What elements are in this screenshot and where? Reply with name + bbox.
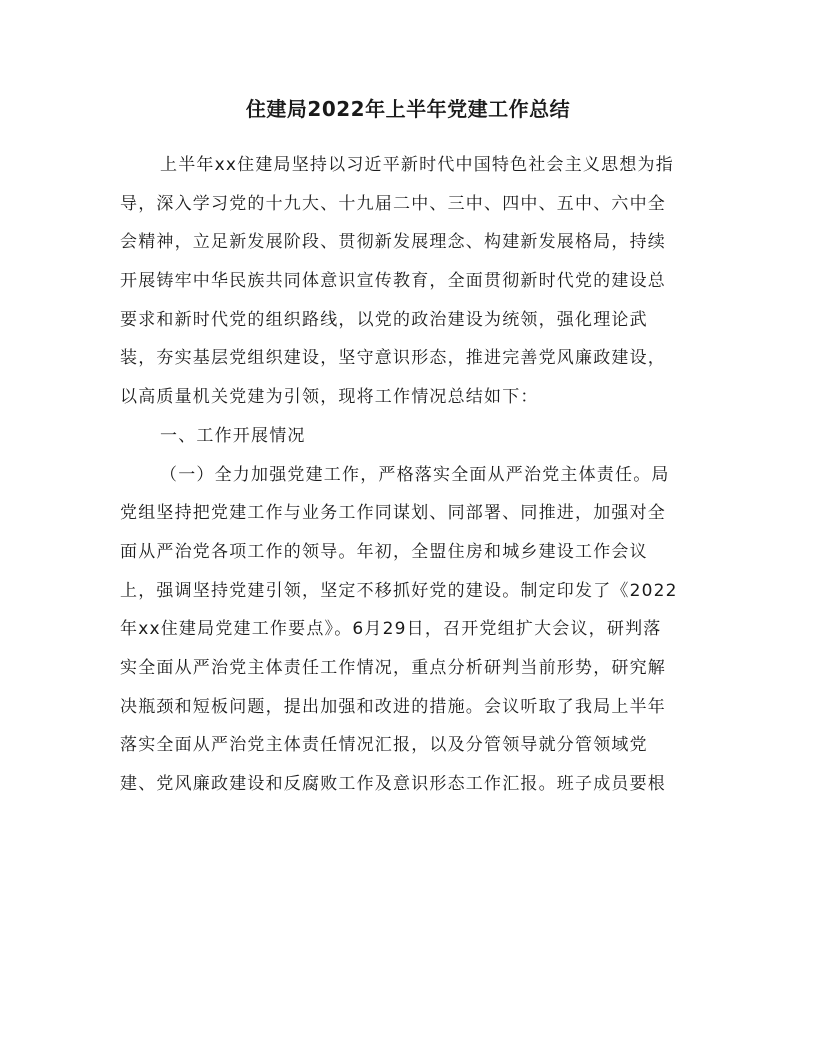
text-line: 要求和新时代党的组织路线，以党的政治建设为统领，强化理论武: [120, 309, 648, 330]
text-line: 上，强调坚持党建引领，坚定不移抓好党的建设。制定印发了《2022: [120, 580, 678, 601]
text-line: 年xx住建局党建工作要点》。6月29日，召开党组扩大会议，研判落: [120, 619, 662, 640]
text-line: 装，夯实基层党组织建设，坚守意识形态，推进完善党风廉政建设，: [120, 348, 666, 369]
document-body: [120, 146, 700, 804]
subsection-heading-line: （一）全力加强党建工作，严格落实全面从严治党主体责任。局: [160, 464, 670, 485]
document-title: 住建局2022年上半年党建工作总结: [245, 97, 571, 121]
text-line: 党组坚持把党建工作与业务工作同谋划、同部署、同推进，加强对全: [120, 503, 666, 524]
text-line: 会精神，立足新发展阶段、贯彻新发展理念、构建新发展格局，持续: [120, 232, 666, 253]
text-line: 导，深入学习党的十九大、十九届二中、三中、四中、五中、六中全: [120, 193, 666, 214]
section-heading: 一、工作开展情况: [160, 425, 306, 446]
text-line: 开展铸牢中华民族共同体意识宣传教育，全面贯彻新时代党的建设总: [120, 271, 666, 292]
text-line: 以高质量机关党建为引领，现将工作情况总结如下：: [120, 387, 539, 408]
text-line: 落实全面从严治党主体责任情况汇报，以及分管领导就分管领域党: [120, 735, 648, 756]
text-line: 上半年xx住建局坚持以习近平新时代中国特色社会主义思想为指: [160, 155, 674, 175]
text-line: 面从严治党各项工作的领导。年初，全盟住房和城乡建设工作会议: [120, 541, 648, 562]
text-line: 实全面从严治党主体责任工作情况，重点分析研判当前形势，研究解: [120, 657, 666, 678]
text-line: 建、党风廉政建设和反腐败工作及意识形态工作汇报。班子成员要根: [120, 774, 666, 794]
text-line: 决瓶颈和短板问题，提出加强和改进的措施。会议听取了我局上半年: [120, 696, 666, 717]
